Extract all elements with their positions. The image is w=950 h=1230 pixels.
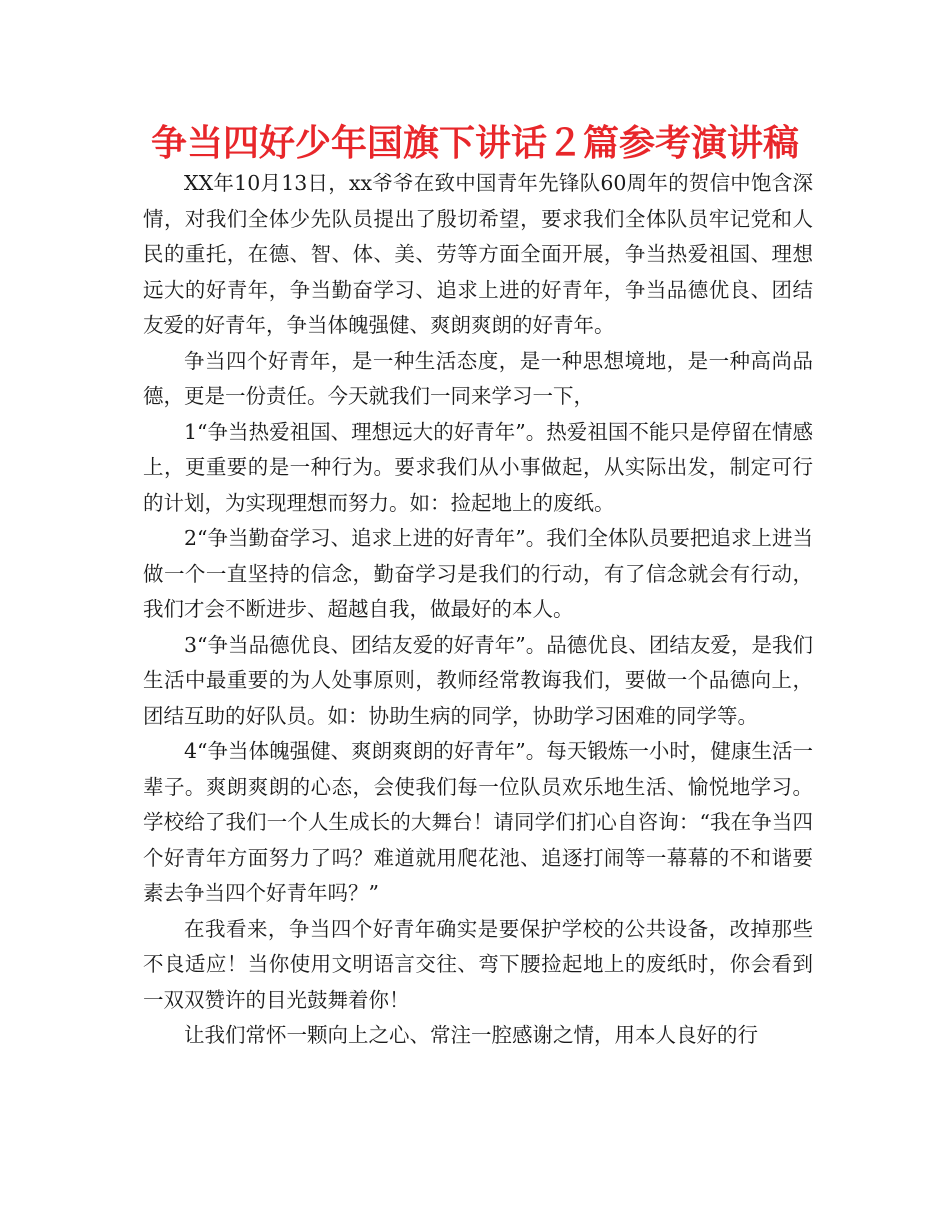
- paragraph-6: 4“争当体魄强健、爽朗爽朗的好青年”。每天锻炼一小时，健康生活一辈子。爽朗爽朗的心态，会使我们每一位队员欢乐地生活、愉悦地学习。学校给了我们一个人生成长的大舞台！请同学们扪心自咨询：“我在争当四个好青年方面努力了吗？难道就用爬花池、追逐打闹等一幕幕的不和谐要素去争当四个好青年吗？”: [143, 739, 813, 905]
- paragraph-7: 在我看来，争当四个好青年确实是要保护学校的公共设备，改掉那些不良适应！当你使用文明语言交往、弯下腰捡起地上的废纸时，你会看到一双双赞许的目光鼓舞着你！: [143, 916, 813, 1012]
- paragraph-8: 让我们常怀一颗向上之心、常注一腔感谢之情，用本人良好的行: [184, 1023, 758, 1047]
- paragraph-4: 2“争当勤奋学习、追求上进的好青年”。我们全体队员要把追求上进当做一个一直坚持的信念，勤奋学习是我们的行动，有了信念就会有行动，我们才会不断进步、超越自我，做最好的本人。: [143, 526, 813, 621]
- paragraph-1: XX年10月13日，xx爷爷在致中国青年先锋队60周年的贺信中饱含深情，对我们全体少先队员提出了殷切希望，要求我们全体队员牢记党和人民的重托，在德、智、体、美、劳等方面全面开展，争当热爱祖国、理想远大的好青年，争当勤奋学习、追求上进的好青年，争当品德优良、团结友爱的好青年，争当体魄强健、爽朗爽朗的好青年。: [143, 171, 813, 337]
- document-title: 争当四好少年国旗下讲话２篇参考演讲稿: [150, 123, 799, 164]
- paragraph-2: 争当四个好青年，是一种生活态度，是一种思想境地，是一种高尚品德，更是一份责任。今天就我们一同来学习一下，: [143, 348, 813, 408]
- document-body: [143, 166, 813, 1054]
- paragraph-3: 1“争当热爱祖国、理想远大的好青年”。热爱祖国不能只是停留在情感上，更重要的是一种行为。要求我们从小事做起，从实际出发，制定可行的计划，为实现理想而努力。如：捡起地上的废纸。: [143, 419, 813, 515]
- paragraph-5: 3“争当品德优良、团结友爱的好青年”。品德优良、团结友爱，是我们生活中最重要的为人处事原则，教师经常教诲我们，要做一个品德向上，团结互助的好队员。如：协助生病的同学，协助学习困难的同学等。: [143, 632, 813, 728]
